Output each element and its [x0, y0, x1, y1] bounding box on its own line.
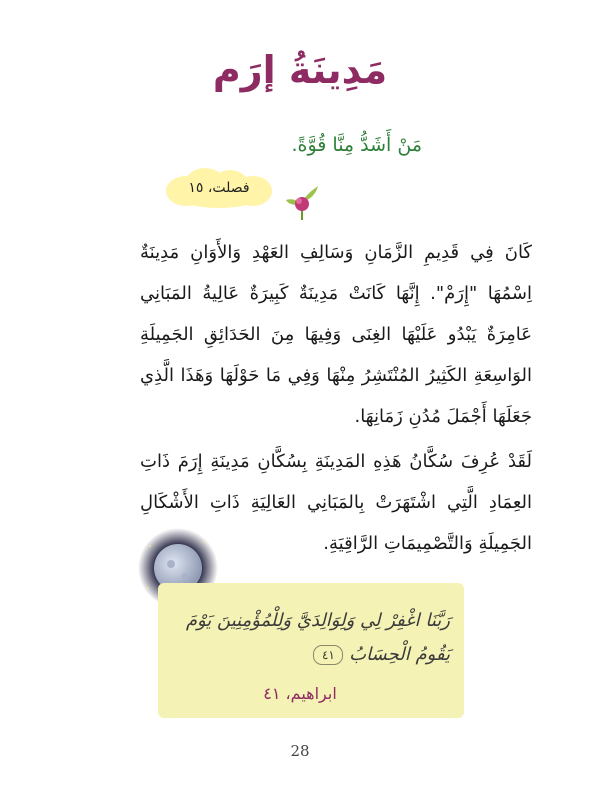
- prayer-line: رَبَّنَا اغْفِرْ لِي وَلِوَالِدَيَّ وَلِلْمُؤْمِنِينَ يَوْمَ: [185, 610, 450, 631]
- ayah-number: ٤١: [313, 645, 343, 665]
- verse-reference: فصلت، ١٥: [188, 180, 250, 196]
- prayer-line: [172, 638, 450, 672]
- paragraph: كَانَ فِي قَدِيمِ الزَّمَانِ وَسَالِفِ العَهْدِ وَالأَوَانِ مَدِينَةٌ اِسْمُهَا "إِرَمْ". إِنَّهَا كَانَتْ مَدِينَةٌ كَبِيرَةٌ عَالِيةُ المَبَانِي عَامِرَةٌ يَبْدُو عَلَيْهَا الغِنَى وَفِيهَا مِنَ الحَدَائِقِ الجَمِيلَةِ الوَاسِعَةِ الكَثِيرُ المُنْتَشِرُ مِنْهَا وَفِي مَا حَوْلَهَا وَهَذَا الَّذِي جَعَلَهَا أَجْمَلَ مُدُنِ زَمَانِهَا.: [140, 242, 532, 427]
- page-number: 28: [290, 742, 310, 760]
- page-title: مَدِينَةُ إرَم: [212, 48, 388, 92]
- prayer-text: [172, 604, 450, 672]
- quran-verse: مَنْ أَشَدُّ مِنَّا قُوَّةً.: [291, 134, 422, 156]
- prayer-reference: ابراهيم، ٤١: [263, 684, 337, 703]
- story-text: [140, 232, 532, 564]
- flower-icon: [284, 182, 320, 222]
- prayer-line-end: يَقُومُ الْحِسَابُ: [349, 644, 450, 665]
- paragraph: لَقَدْ عُرِفَ سُكَّانُ هَذِهِ المَدِينَةِ بِسُكَّانِ مَدِينَةِ إِرَمَ ذَاتِ العِمَادِ الَّتِي اشْتَهَرَتْ بِالمَبَانِي العَالِيَةِ ذَاتِ الأَشْكَالِ الجَمِيلَةِ وَالتَّصْمِيمَاتِ الرَّاقِيَةِ.: [140, 451, 532, 554]
